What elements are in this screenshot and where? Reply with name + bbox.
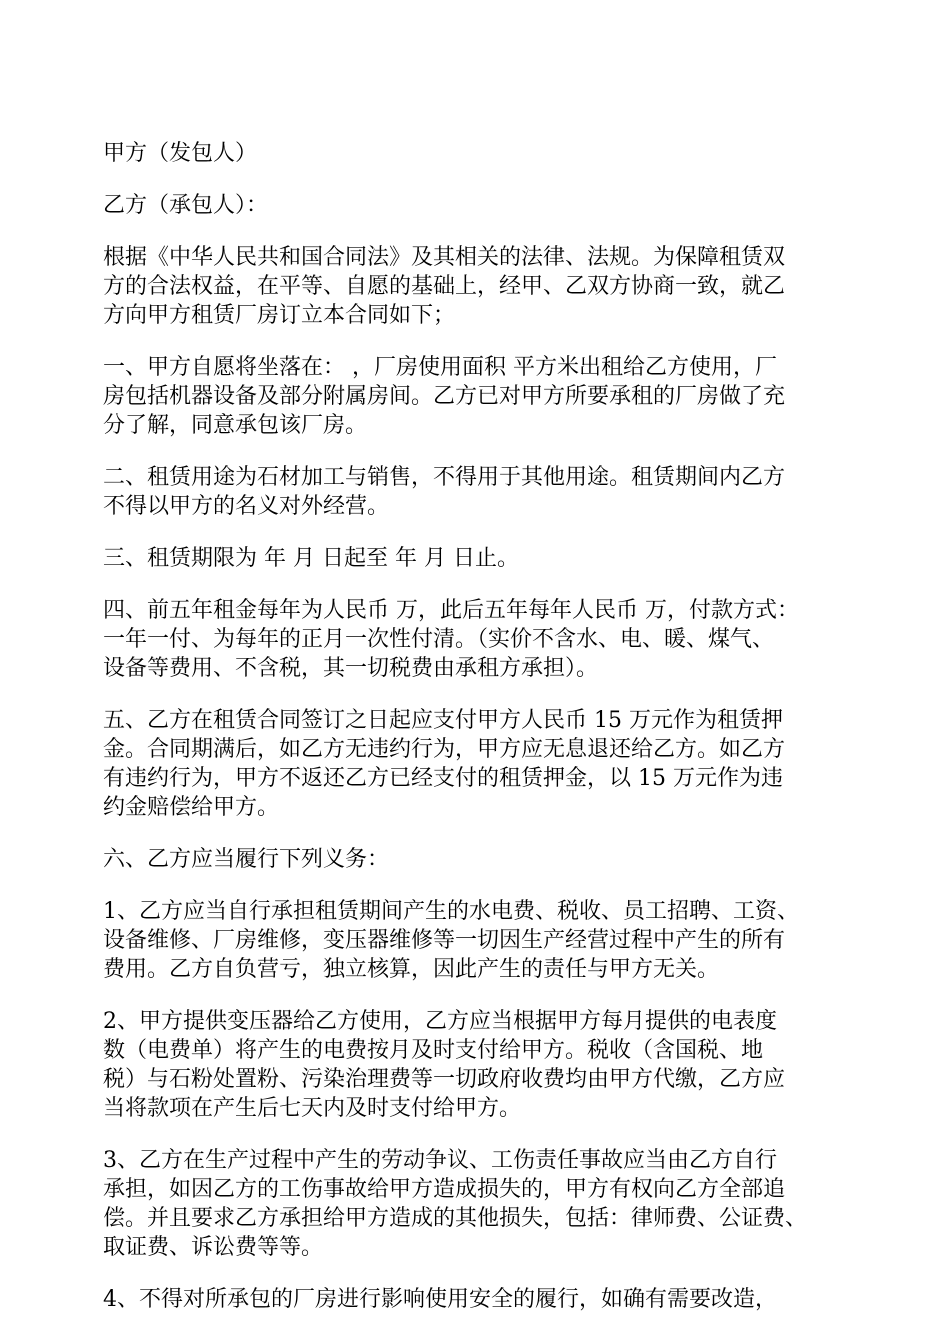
text-line: 房包括机器设备及部分附属房间。乙方已对甲方所要承租的厂房做了充 [103, 384, 786, 409]
text-line: 六、乙方应当履行下列义务： [103, 847, 390, 872]
text-line: 金。合同期满后，如乙方无违约行为，甲方应无息退还给乙方。如乙方 [103, 737, 786, 762]
text-line: 取证费、诉讼费等等。 [103, 1235, 324, 1260]
preamble-paragraph [103, 243, 863, 330]
text-line: 有违约行为，甲方不返还乙方已经支付的租赁押金，以 15 万元作为违 [103, 766, 783, 791]
clause-4-paragraph [103, 596, 863, 683]
text-line: 设备维修、厂房维修，变压器维修等一切因生产经营过程中产生的所有 [103, 928, 786, 953]
text-line: 偿。并且要求乙方承担给甲方造成的其他损失，包括：律师费、公证费、 [103, 1206, 808, 1231]
party-a-line [103, 139, 863, 168]
party-b-line [103, 191, 863, 220]
text-line: 乙方（承包人）： [103, 193, 269, 218]
text-line: 税）与石粉处置粉、污染治理费等一切政府收费均由甲方代缴，乙方应 [103, 1067, 786, 1092]
clause-2-paragraph [103, 463, 863, 521]
obligation-3-paragraph [103, 1146, 863, 1262]
clause-5-paragraph [103, 706, 863, 822]
text-line: 不得以甲方的名义对外经营。 [103, 494, 390, 519]
text-line: 方的合法权益，在平等、自愿的基础上，经甲、乙双方协商一致，就乙 [103, 274, 786, 299]
text-line: 四、前五年租金每年为人民币 万，此后五年每年人民币 万，付款方式： [103, 598, 799, 623]
text-line: 五、乙方在租赁合同签订之日起应支付甲方人民币 15 万元作为租赁押 [103, 708, 783, 733]
text-line: 三、租赁期限为 年 月 日起至 年 月 日止。 [103, 546, 519, 571]
document-page [103, 139, 863, 1337]
text-line: 约金赔偿给甲方。 [103, 795, 280, 820]
text-line: 二、租赁用途为石材加工与销售，不得用于其他用途。租赁期间内乙方 [103, 465, 786, 490]
clause-6-heading [103, 845, 863, 874]
obligation-2-paragraph [103, 1007, 863, 1123]
text-line: 当将款项在产生后七天内及时支付给甲方。 [103, 1096, 522, 1121]
text-line: 分了解，同意承包该厂房。 [103, 413, 368, 438]
text-line: 一、甲方自愿将坐落在： ，厂房使用面积 平方米出租给乙方使用，厂 [103, 355, 777, 380]
text-line: 设备等费用、不含税，其一切税费由承租方承担）。 [103, 656, 599, 681]
text-line: 数（电费单）将产生的电费按月及时支付给甲方。税收（含国税、地 [103, 1038, 764, 1063]
obligation-4-paragraph [103, 1285, 863, 1314]
text-line: 费用。乙方自负营亏，独立核算，因此产生的责任与甲方无关。 [103, 957, 720, 982]
obligation-1-paragraph [103, 897, 863, 984]
clause-3-paragraph [103, 544, 863, 573]
text-line: 1、乙方应当自行承担租赁期间产生的水电费、税收、员工招聘、工资、 [103, 899, 799, 924]
text-line: 一年一付、为每年的正月一次性付清。（实价不含水、电、暖、煤气、 [103, 627, 775, 652]
clause-1-paragraph [103, 353, 863, 440]
text-line: 根据《中华人民共和国合同法》及其相关的法律、法规。为保障租赁双 [103, 245, 786, 270]
text-line: 4、不得对所承包的厂房进行影响使用安全的履行，如确有需要改造， [103, 1287, 777, 1312]
text-line: 2、甲方提供变压器给乙方使用，乙方应当根据甲方每月提供的电表度 [103, 1009, 777, 1034]
text-line: 承担，如因乙方的工伤事故给甲方造成损失的，甲方有权向乙方全部追 [103, 1177, 786, 1202]
text-line: 方向甲方租赁厂房订立本合同如下； [103, 303, 456, 328]
text-line: 3、乙方在生产过程中产生的劳动争议、工伤责任事故应当由乙方自行 [103, 1148, 777, 1173]
text-line: 甲方（发包人） [103, 141, 258, 166]
